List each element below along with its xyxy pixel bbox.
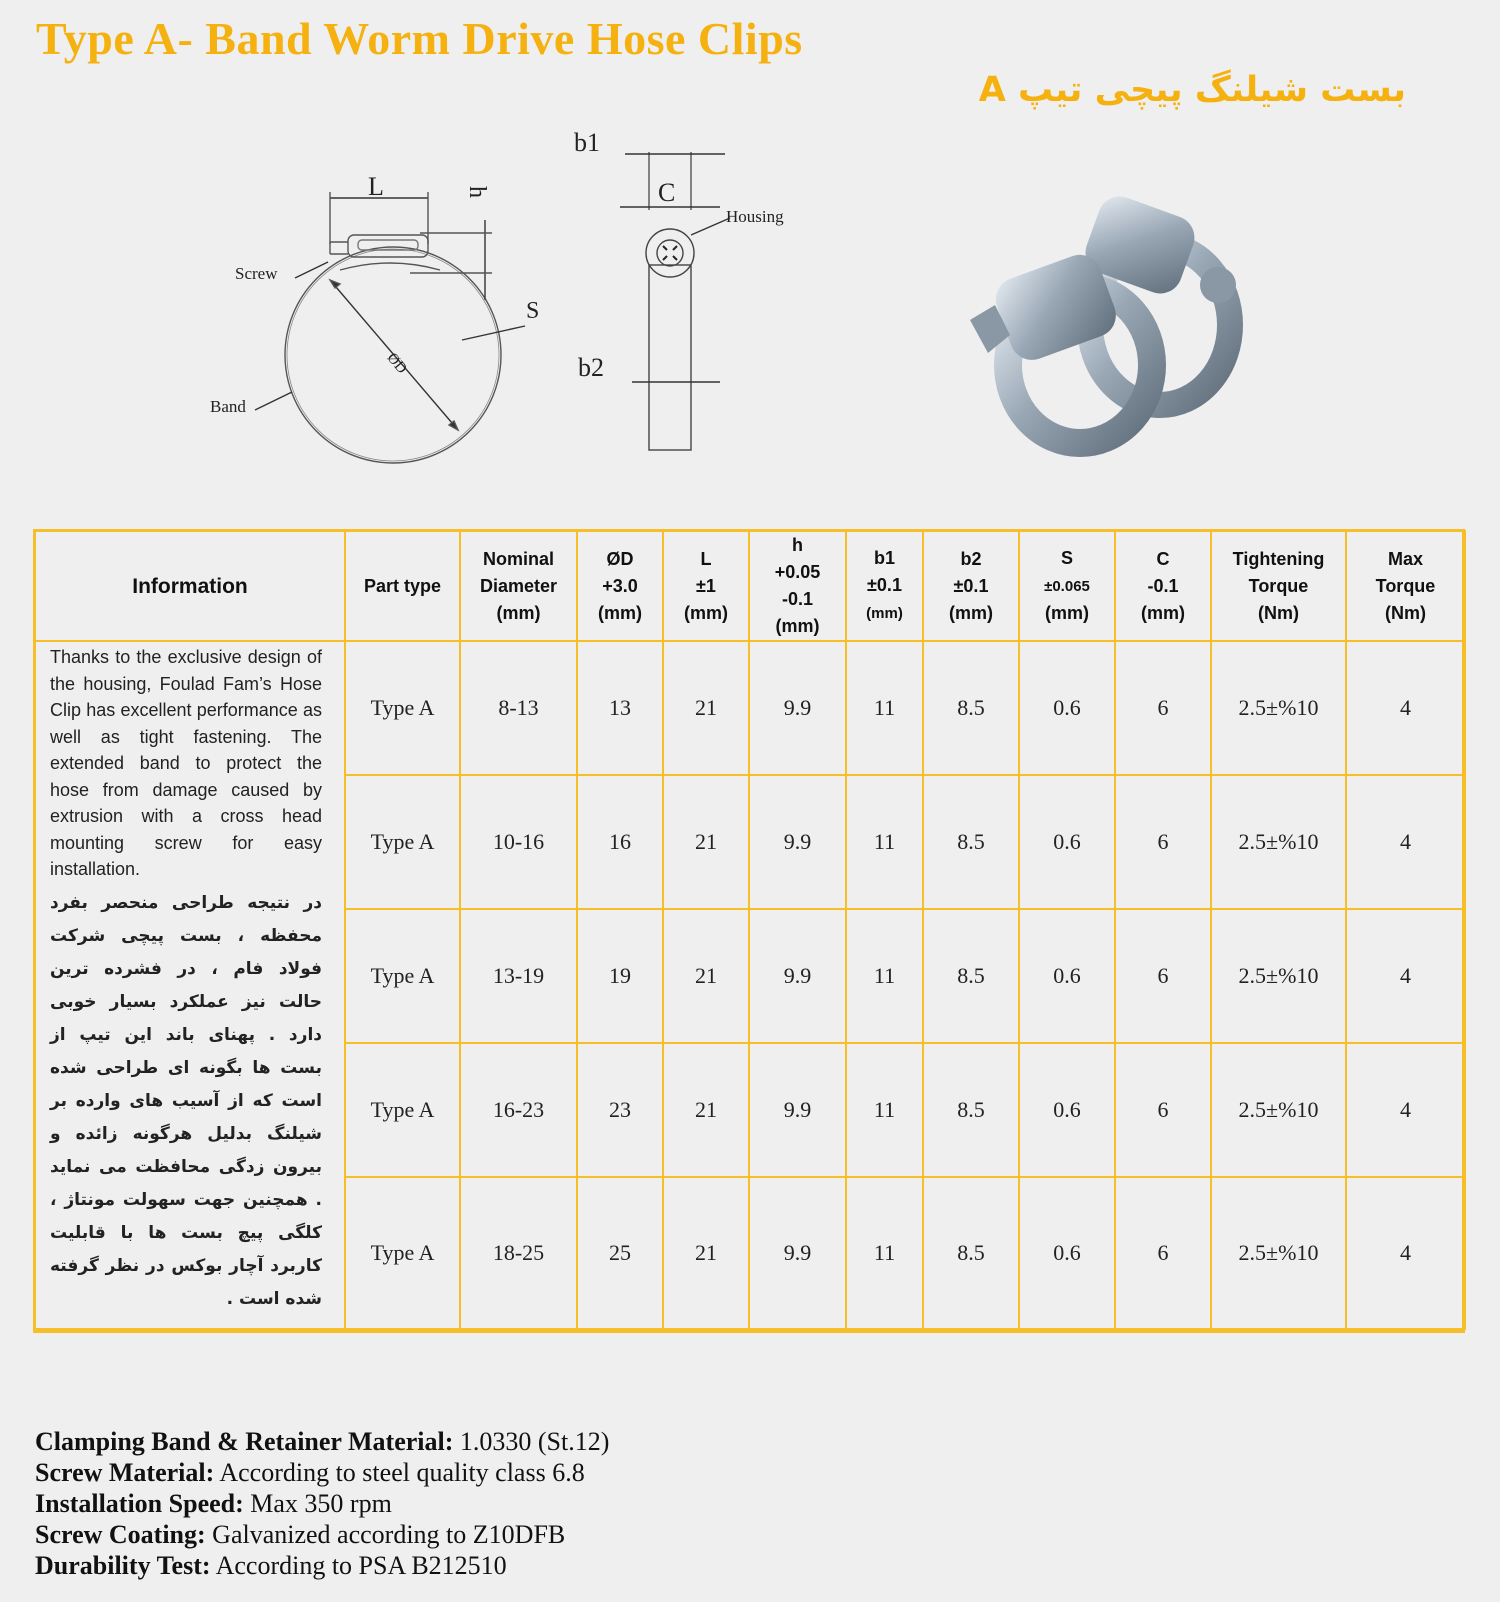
header-information: Information bbox=[35, 531, 345, 641]
cell-b2: 8.5 bbox=[923, 775, 1019, 909]
cell-nominal: 10-16 bbox=[460, 775, 577, 909]
cell-h: 9.9 bbox=[749, 641, 846, 775]
housing-shape bbox=[348, 235, 428, 257]
header-b1: b1 ±0.1 (mm) bbox=[846, 531, 923, 641]
cell-b1: 11 bbox=[846, 1177, 923, 1329]
spec-line: Installation Speed: Max 350 rpm bbox=[35, 1489, 392, 1518]
cell-d: 19 bbox=[577, 909, 663, 1043]
cell-l: 21 bbox=[663, 1177, 749, 1329]
cell-c: 6 bbox=[1115, 641, 1211, 775]
cell-max: 4 bbox=[1346, 909, 1465, 1043]
information-english: Thanks to the exclusive design of the housing, Foulad Fam’s Hose Clip has excellent performance as well as tight fastening. The extended band to protect the hose from damage caused by extrusion with a cross head mounting screw for easy installation. bbox=[50, 647, 322, 879]
cell-tightening: 2.5±%10 bbox=[1211, 1177, 1346, 1329]
label-b1: b1 bbox=[574, 128, 600, 157]
information-farsi: در نتیجه طراحی منحصر بفرد محفظه ، بست پیچی شرکت فولاد فام ، در فشرده ترین حالت نیز عملکرد بسیار خوبی دارد . پهنای باند این تیپ از بست ها بگونه ای طراحی شده است که از آسیب های وارده بر شیلنگ بدلیل هرگونه زائده و بیرون زدگی محافظت می نماید . همچنین جهت سهولت مونتاژ ، کلگی پیچ بست ها با قابلیت کاربرد آچار بوکس در نظر گرفته شده است . bbox=[50, 892, 322, 1309]
cell-part-type: Type A bbox=[345, 775, 460, 909]
label-d: ØD bbox=[383, 350, 410, 378]
cell-l: 21 bbox=[663, 1043, 749, 1177]
information-cell bbox=[35, 641, 345, 1329]
spec-table bbox=[34, 530, 1466, 1330]
table-header-row bbox=[35, 531, 1465, 641]
cell-tightening: 2.5±%10 bbox=[1211, 775, 1346, 909]
header-c: C -0.1 (mm) bbox=[1115, 531, 1211, 641]
cell-nominal: 13-19 bbox=[460, 909, 577, 1043]
cell-c: 6 bbox=[1115, 775, 1211, 909]
spec-line: Screw Coating: Galvanized according to Z10DFB bbox=[35, 1520, 566, 1549]
cell-d: 23 bbox=[577, 1043, 663, 1177]
cell-s: 0.6 bbox=[1019, 909, 1115, 1043]
cell-h: 9.9 bbox=[749, 909, 846, 1043]
cell-c: 6 bbox=[1115, 909, 1211, 1043]
cell-part-type: Type A bbox=[345, 641, 460, 775]
page-title-farsi: بست شیلنگ پیچی تیپ A bbox=[978, 70, 1406, 110]
cell-nominal: 8-13 bbox=[460, 641, 577, 775]
technical-drawing bbox=[200, 120, 820, 470]
header-max-torque: Max Torque (Nm) bbox=[1346, 531, 1465, 641]
label-c: C bbox=[658, 178, 676, 207]
cell-b2: 8.5 bbox=[923, 1177, 1019, 1329]
cell-b1: 11 bbox=[846, 1043, 923, 1177]
cell-max: 4 bbox=[1346, 1177, 1465, 1329]
cell-s: 0.6 bbox=[1019, 1043, 1115, 1177]
spec-line: Screw Material: According to steel quality class 6.8 bbox=[35, 1458, 585, 1487]
cell-s: 0.6 bbox=[1019, 641, 1115, 775]
header-l: L ±1 (mm) bbox=[663, 531, 749, 641]
hose-clip-photo bbox=[970, 185, 1260, 475]
cell-max: 4 bbox=[1346, 775, 1465, 909]
label-h: h bbox=[464, 186, 490, 198]
cell-h: 9.9 bbox=[749, 1177, 846, 1329]
header-b2: b2 ±0.1 (mm) bbox=[923, 531, 1019, 641]
header-d: ØD +3.0 (mm) bbox=[577, 531, 663, 641]
label-band: Band bbox=[210, 397, 246, 416]
cell-l: 21 bbox=[663, 775, 749, 909]
header-s: S ±0.065 (mm) bbox=[1019, 531, 1115, 641]
cell-b1: 11 bbox=[846, 775, 923, 909]
header-h: h +0.05 -0.1 (mm) bbox=[749, 531, 846, 641]
label-b2: b2 bbox=[578, 353, 604, 382]
material-specs bbox=[35, 1426, 609, 1581]
cell-b1: 11 bbox=[846, 909, 923, 1043]
cell-part-type: Type A bbox=[345, 1177, 460, 1329]
cell-max: 4 bbox=[1346, 1043, 1465, 1177]
cell-c: 6 bbox=[1115, 1177, 1211, 1329]
label-l: L bbox=[368, 172, 384, 201]
spec-line: Durability Test: According to PSA B212510 bbox=[35, 1551, 507, 1580]
cell-c: 6 bbox=[1115, 1043, 1211, 1177]
cell-d: 13 bbox=[577, 641, 663, 775]
cell-nominal: 16-23 bbox=[460, 1043, 577, 1177]
cell-nominal: 18-25 bbox=[460, 1177, 577, 1329]
label-housing: Housing bbox=[726, 207, 784, 226]
cell-part-type: Type A bbox=[345, 909, 460, 1043]
label-s: S bbox=[526, 298, 540, 324]
cell-h: 9.9 bbox=[749, 1043, 846, 1177]
cell-d: 25 bbox=[577, 1177, 663, 1329]
cell-b2: 8.5 bbox=[923, 641, 1019, 775]
cell-h: 9.9 bbox=[749, 775, 846, 909]
cell-tightening: 2.5±%10 bbox=[1211, 641, 1346, 775]
label-screw: Screw bbox=[235, 264, 278, 283]
side-view-band bbox=[649, 265, 691, 450]
cell-tightening: 2.5±%10 bbox=[1211, 1043, 1346, 1177]
header-tightening-torque: Tightening Torque (Nm) bbox=[1211, 531, 1346, 641]
cell-s: 0.6 bbox=[1019, 775, 1115, 909]
cell-max: 4 bbox=[1346, 641, 1465, 775]
cell-b1: 11 bbox=[846, 641, 923, 775]
page-title: Type A- Band Worm Drive Hose Clips bbox=[36, 13, 803, 64]
table-row bbox=[35, 641, 1465, 775]
cell-d: 16 bbox=[577, 775, 663, 909]
cell-l: 21 bbox=[663, 641, 749, 775]
cell-l: 21 bbox=[663, 909, 749, 1043]
header-nominal-diameter: Nominal Diameter (mm) bbox=[460, 531, 577, 641]
header-part-type: Part type bbox=[345, 531, 460, 641]
cell-b2: 8.5 bbox=[923, 1043, 1019, 1177]
cell-s: 0.6 bbox=[1019, 1177, 1115, 1329]
cell-b2: 8.5 bbox=[923, 909, 1019, 1043]
cell-tightening: 2.5±%10 bbox=[1211, 909, 1346, 1043]
cell-part-type: Type A bbox=[345, 1043, 460, 1177]
spec-line: Clamping Band & Retainer Material: 1.0330 (St.12) bbox=[35, 1427, 610, 1456]
